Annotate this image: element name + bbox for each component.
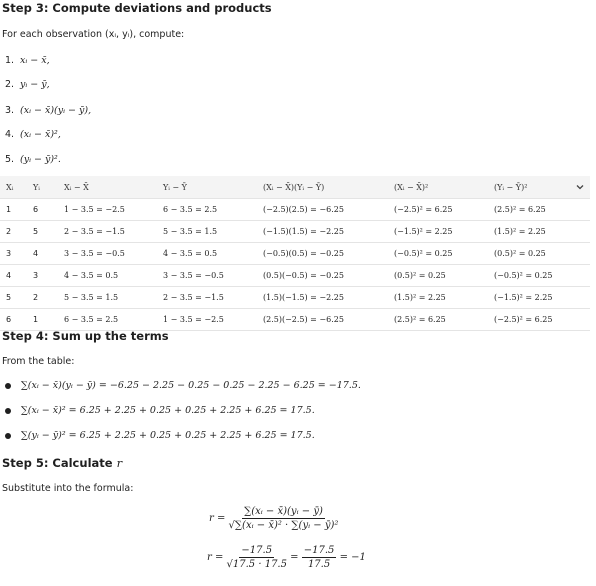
- table-cell: 6: [27, 199, 58, 221]
- step4-intro: From the table:: [2, 356, 75, 367]
- list-expr: (xᵢ − x̄)(yᵢ − ȳ),: [20, 105, 92, 116]
- table-cell: 2: [27, 287, 58, 309]
- table-cell: (−1.5)² = 2.25: [488, 287, 590, 309]
- list-item: [5, 405, 315, 416]
- step5-intro: Substitute into the formula:: [2, 483, 134, 494]
- formula-fraction: [229, 506, 339, 531]
- list-expr: (xᵢ − x̄)²,: [20, 129, 61, 140]
- column-header: Yᵢ − Ȳ: [157, 176, 257, 199]
- table-cell: 4: [27, 243, 58, 265]
- column-header: Yᵢ: [27, 176, 58, 199]
- table-row: [0, 243, 590, 265]
- table-cell: (1.5)² = 2.25: [388, 287, 488, 309]
- list-number: 5.: [5, 154, 15, 165]
- formula-r-definition: [209, 506, 338, 531]
- table-cell: 5: [27, 221, 58, 243]
- list-expr: yᵢ − ȳ,: [20, 79, 50, 90]
- table-cell: 1 − 3.5 = −2.5: [157, 309, 257, 331]
- table-cell: (0.5)(−0.5) = −0.25: [257, 265, 388, 287]
- list-item: [5, 430, 315, 441]
- list-item: [5, 55, 50, 66]
- formula-denominator: √∑(xᵢ − x̄)² · ∑(yᵢ − ȳ)²: [228, 520, 339, 531]
- table-cell: 1 − 3.5 = −2.5: [58, 199, 157, 221]
- list-item: [5, 154, 61, 165]
- formula-denominator: 17.5: [307, 559, 331, 570]
- step3-heading: Step 3: Compute deviations and products: [2, 1, 272, 15]
- list-item: [5, 105, 91, 116]
- table-cell: 4: [0, 265, 27, 287]
- formula-numerator: ∑(xᵢ − x̄)(yᵢ − ȳ): [244, 506, 323, 517]
- bullet-dot: [5, 408, 11, 414]
- step5-heading: [2, 456, 122, 470]
- formula-denominator: √17.5 · 17.5: [226, 559, 287, 570]
- formula-lhs: r =: [209, 513, 226, 524]
- table-cell: 3 − 3.5 = −0.5: [58, 243, 157, 265]
- table-cell: (−0.5)(0.5) = −0.25: [257, 243, 388, 265]
- formula-result: = −1: [339, 552, 366, 563]
- step4-heading: Step 4: Sum up the terms: [2, 329, 169, 343]
- formula-fraction: [302, 545, 337, 570]
- table-cell: 6: [0, 309, 27, 331]
- table-header-row: [0, 176, 590, 199]
- table-cell: (−1.5)² = 2.25: [388, 221, 488, 243]
- step3-intro: For each observation (xᵢ, yᵢ), compute:: [2, 29, 185, 40]
- column-header: (Xᵢ − X̄)(Yᵢ − Ȳ): [257, 176, 388, 199]
- column-header: (Xᵢ − X̄)²: [388, 176, 488, 199]
- formula-equals: =: [290, 552, 299, 563]
- table-cell: (2.5)² = 6.25: [488, 199, 590, 221]
- column-header: Xᵢ: [0, 176, 27, 199]
- list-number: 2.: [5, 79, 15, 90]
- bullet-dot: [5, 383, 11, 389]
- table-cell: (0.5)² = 0.25: [488, 243, 590, 265]
- column-header: (Yᵢ − Ȳ)²: [488, 176, 590, 199]
- table-cell: 2: [0, 221, 27, 243]
- table-cell: 6 − 3.5 = 2.5: [157, 199, 257, 221]
- table-cell: 3 − 3.5 = −0.5: [157, 265, 257, 287]
- list-expr: xᵢ − x̄,: [20, 55, 50, 66]
- table-cell: 5 − 3.5 = 1.5: [157, 221, 257, 243]
- sum-expr: ∑(xᵢ − x̄)(yᵢ − ȳ) = −6.25 − 2.25 − 0.25 − 0.25 − 2.25 − 6.25 = −17.5.: [21, 380, 361, 391]
- list-number: 1.: [5, 55, 15, 66]
- formula-lhs: r =: [207, 552, 224, 563]
- list-number: 4.: [5, 129, 15, 140]
- table-cell: (1.5)² = 2.25: [488, 221, 590, 243]
- column-header: Xᵢ − X̄: [58, 176, 157, 199]
- formula-numerator: −17.5: [303, 545, 335, 556]
- table-row: [0, 199, 590, 221]
- sum-expr: ∑(xᵢ − x̄)² = 6.25 + 2.25 + 0.25 + 0.25 + 2.25 + 6.25 = 17.5.: [21, 405, 315, 416]
- table-row: [0, 265, 590, 287]
- table-cell: 4 − 3.5 = 0.5: [58, 265, 157, 287]
- table-row: [0, 309, 590, 331]
- table-cell: 2 − 3.5 = −1.5: [157, 287, 257, 309]
- table-cell: (−2.5)² = 6.25: [388, 199, 488, 221]
- formula-r-substituted: [207, 545, 366, 570]
- table-cell: (1.5)(−1.5) = −2.25: [257, 287, 388, 309]
- chevron-down-icon[interactable]: [576, 183, 584, 193]
- bullet-dot: [5, 433, 11, 439]
- deviation-table: [0, 176, 590, 331]
- step5-heading-var: r: [116, 456, 123, 470]
- table-cell: (2.5)(−2.5) = −6.25: [257, 309, 388, 331]
- table-row: [0, 287, 590, 309]
- table-cell: (−2.5)(2.5) = −6.25: [257, 199, 388, 221]
- list-number: 3.: [5, 105, 15, 116]
- formula-fraction: [227, 545, 287, 570]
- sum-expr: ∑(yᵢ − ȳ)² = 6.25 + 2.25 + 0.25 + 0.25 + 2.25 + 6.25 = 17.5.: [21, 430, 315, 441]
- step5-heading-text: Step 5: Calculate: [2, 456, 117, 470]
- table-cell: 3: [0, 243, 27, 265]
- list-item: [5, 380, 361, 391]
- table-cell: 1: [27, 309, 58, 331]
- table-cell: (−0.5)² = 0.25: [388, 243, 488, 265]
- formula-numerator: −17.5: [241, 545, 273, 556]
- table-cell: (−1.5)(1.5) = −2.25: [257, 221, 388, 243]
- table-cell: 5 − 3.5 = 1.5: [58, 287, 157, 309]
- table-cell: (0.5)² = 0.25: [388, 265, 488, 287]
- table-cell: (−2.5)² = 6.25: [488, 309, 590, 331]
- table-cell: 1: [0, 199, 27, 221]
- table-row: [0, 221, 590, 243]
- table-cell: (2.5)² = 6.25: [388, 309, 488, 331]
- table-cell: 3: [27, 265, 58, 287]
- table-cell: 5: [0, 287, 27, 309]
- table-cell: (−0.5)² = 0.25: [488, 265, 590, 287]
- table-cell: 4 − 3.5 = 0.5: [157, 243, 257, 265]
- table-cell: 6 − 3.5 = 2.5: [58, 309, 157, 331]
- list-expr: (yᵢ − ȳ)².: [20, 154, 61, 165]
- list-item: [5, 79, 50, 90]
- list-item: [5, 129, 61, 140]
- table-cell: 2 − 3.5 = −1.5: [58, 221, 157, 243]
